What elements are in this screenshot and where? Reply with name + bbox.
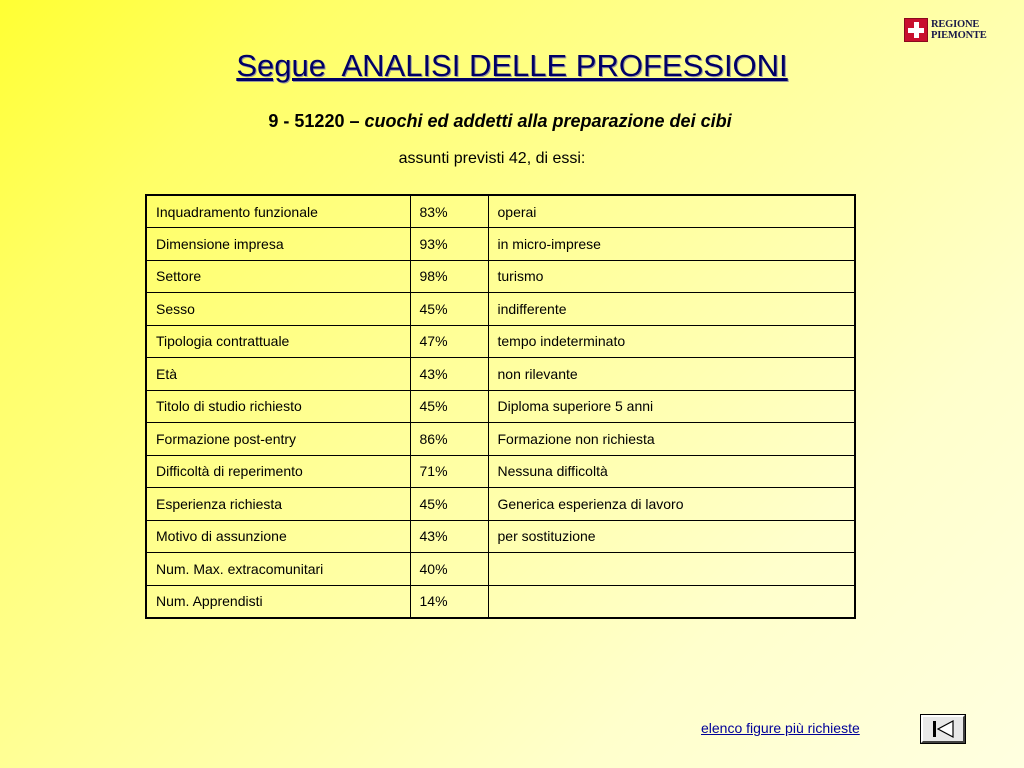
row-percent-cell: 45% [410,390,488,423]
row-value-cell: operai [488,195,855,228]
table-row [146,358,855,391]
table-row [146,293,855,326]
row-value-cell: Diploma superiore 5 anni [488,390,855,423]
row-percent-cell: 43% [410,358,488,391]
row-percent-cell: 43% [410,520,488,553]
row-value-cell: turismo [488,260,855,293]
row-percent-cell: 71% [410,455,488,488]
profession-name: cuochi ed addetti alla preparazione dei cibi [364,111,732,131]
logo-line-1: REGIONE [931,19,980,30]
row-label-cell: Inquadramento funzionale [146,195,410,228]
profession-code: 9 - 51220 – [268,111,365,131]
row-value-cell: Formazione non richiesta [488,423,855,456]
first-slide-icon [929,720,957,738]
hires-info: assunti previsti 42, di essi: [398,150,586,167]
row-value-cell [488,585,855,618]
table-row [146,488,855,521]
row-percent-cell: 40% [410,553,488,586]
row-value-cell: Nessuna difficoltà [488,455,855,488]
table-row [146,390,855,423]
regione-piemonte-logo [904,17,992,43]
profession-heading [0,111,1000,132]
piemonte-cross-icon [904,18,928,42]
row-percent-cell: 86% [410,423,488,456]
row-label-cell: Tipologia contrattuale [146,325,410,358]
row-percent-cell: 47% [410,325,488,358]
table-row [146,260,855,293]
table-row [146,553,855,586]
logo-line-2: PIEMONTE [931,30,987,41]
row-label-cell: Esperienza richiesta [146,488,410,521]
first-slide-button[interactable] [921,715,965,743]
row-label-cell: Settore [146,260,410,293]
row-label-cell: Dimensione impresa [146,228,410,261]
row-label-cell: Età [146,358,410,391]
row-label-cell: Motivo di assunzione [146,520,410,553]
row-percent-cell: 93% [410,228,488,261]
row-percent-cell: 45% [410,488,488,521]
row-label-cell: Formazione post-entry [146,423,410,456]
row-percent-cell: 98% [410,260,488,293]
row-value-cell [488,553,855,586]
page-title: Segue ANALISI DELLE PROFESSIONI [236,48,788,83]
table-row [146,195,855,228]
table-row [146,325,855,358]
table-row [146,520,855,553]
row-value-cell: in micro-imprese [488,228,855,261]
row-label-cell: Sesso [146,293,410,326]
table-row [146,423,855,456]
row-label-cell: Titolo di studio richiesto [146,390,410,423]
row-label-cell: Num. Max. extracomunitari [146,553,410,586]
row-value-cell: per sostituzione [488,520,855,553]
row-label-cell: Difficoltà di reperimento [146,455,410,488]
row-value-cell: tempo indeterminato [488,325,855,358]
row-value-cell: Generica esperienza di lavoro [488,488,855,521]
analysis-table [145,194,856,619]
row-value-cell: non rilevante [488,358,855,391]
row-value-cell: indifferente [488,293,855,326]
row-percent-cell: 14% [410,585,488,618]
most-requested-figures-link[interactable]: elenco figure più richieste [701,720,860,736]
row-label-cell: Num. Apprendisti [146,585,410,618]
table-row [146,455,855,488]
table-row [146,228,855,261]
row-percent-cell: 83% [410,195,488,228]
table-row [146,585,855,618]
row-percent-cell: 45% [410,293,488,326]
logo-text [931,19,987,41]
